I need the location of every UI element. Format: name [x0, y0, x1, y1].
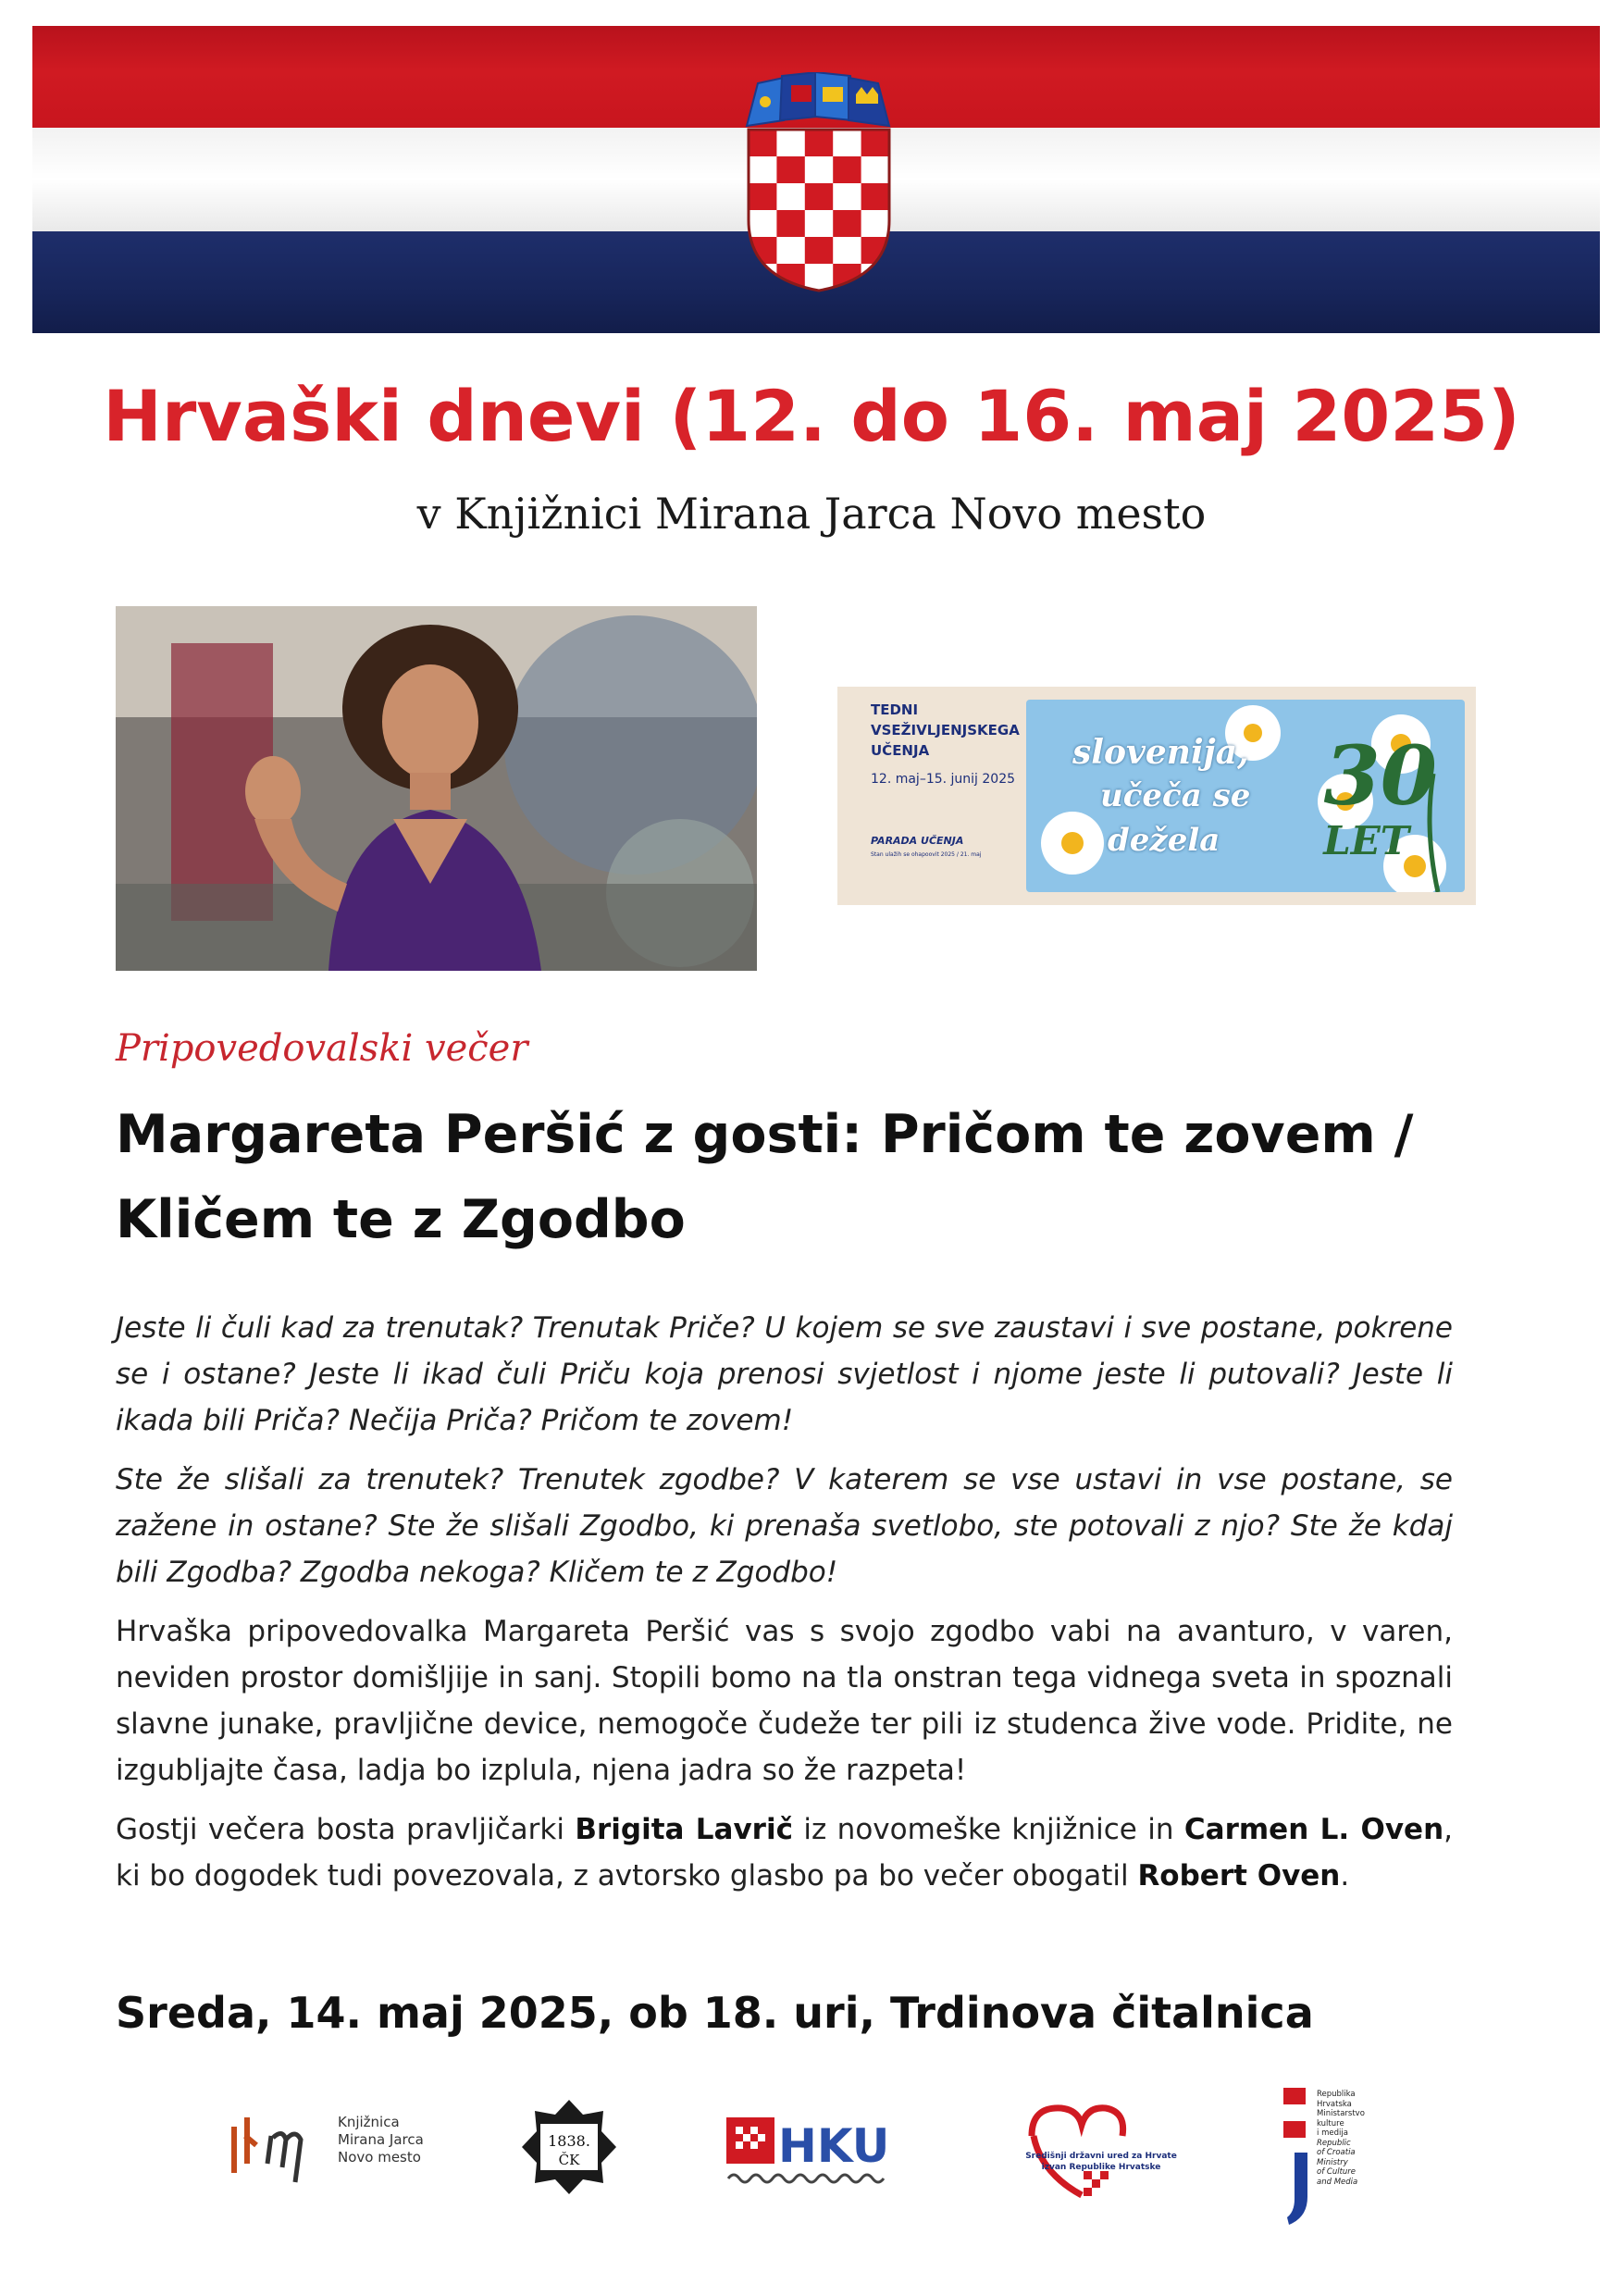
guest-name: Robert Oven — [1137, 1859, 1341, 1893]
description-guests: Gostji večera bosta pravljičarki Brigita Lavrič iz novomeške knjižnice in Carmen L. Oven, ki bo dogodek tudi povezovala, z avtorsko glasbo pa bo večer obogatil Robert Oven. — [116, 1813, 1454, 1893]
ministry-of-culture-logo — [1283, 2088, 1413, 2227]
hku-logo — [726, 2108, 893, 2191]
description-croatian: Jeste li čuli kad za trenutak? Trenutak Priče? U kojem se sve zaustavi i sve postane, pokrene se i ostane? Jeste li ikad čuli Priču koja prenosi svjetlost i njome jeste li putovali? Jeste li ikada bili Priča? Nečija Priča? Pričom te zovem! — [116, 1311, 1453, 1437]
svg-text:1838.: 1838. — [548, 2132, 590, 2150]
banner-heading: TEDNI VSEŽIVLJENJSKEGA UČENJA — [871, 701, 1020, 759]
banner-dates: 12. maj–15. junij 2025 — [871, 772, 1016, 787]
guest-name: Carmen L. Oven — [1183, 1813, 1444, 1846]
guest-name: Brigita Lavrič — [575, 1813, 793, 1846]
slogan-line-3: dežela — [1108, 822, 1220, 859]
ministry-mark-icon — [1283, 2088, 1320, 2227]
croatian-coat-of-arms-icon — [737, 72, 899, 294]
event-kicker: Pripovedovalski večer — [116, 1027, 528, 1070]
event-date-time-place: Sreda, 14. maj 2025, ob 18. uri, Trdinova čitalnica — [116, 1988, 1314, 2038]
heart-checker-icon — [1004, 2099, 1198, 2201]
hku-mark-icon — [726, 2108, 893, 2191]
library-mark-icon — [227, 2108, 328, 2191]
svg-text:ČK: ČK — [558, 2152, 580, 2168]
reading-room-logo — [518, 2096, 620, 2198]
svg-text:HKU: HKU — [778, 2119, 890, 2173]
banner-blue-panel — [1026, 700, 1465, 892]
state-office-croats-abroad-logo — [1004, 2099, 1198, 2201]
description-slovenian: Ste že slišali za trenutek? Trenutek zgodbe? V katerem se vse ustavi in vse postane, se zažene in ostane? Ste že slišali Zgodbo, ki prenaša svetlobo, ste potovali z njo? Ste že kdaj bili Zgodba? Zgodba nekoga? Kličem te z Zgodbo! — [116, 1463, 1453, 1589]
croatian-flag-banner — [32, 26, 1600, 333]
state-office-logo-text: Središnji državni ured za Hrvate izvan Republike Hrvatske — [1025, 2152, 1177, 2172]
event-description — [116, 1305, 1453, 1912]
slogan-line-2: učeča se — [1100, 777, 1251, 814]
banner-30: 30 — [1323, 727, 1437, 824]
slogan-line-1: slovenija, — [1072, 733, 1249, 772]
banner-parada-sub: Stan ulažih se ohapoovit 2025 / 21. maj — [871, 851, 982, 858]
library-logo-text: Knjižnica Mirana Jarca Novo mesto — [338, 2114, 424, 2166]
ministry-logo-text: Republika Hrvatska Ministarstvo kulture i medija Republic of Croatia Ministry of Culture and Media — [1317, 2090, 1365, 2187]
storyteller-photo — [116, 606, 757, 971]
event-headline: Margareta Peršić z gosti: Pričom te zovem / Kličem te z Zgodbo — [116, 1104, 1414, 1250]
page-subtitle: v Knjižnici Mirana Jarca Novo mesto — [416, 489, 1207, 539]
banner-let: LET — [1323, 818, 1409, 863]
description-main: Hrvaška pripovedovalka Margareta Peršić vas s svojo zgodbo vabi na avanturo, v varen, neviden prostor domišljije in sanj. Stopili bomo na tla onstran tega vidnega sveta in spoznali slavne junake, pravljične device, nemogoče čudeže ter pili iz studenca žive vode. Pridite, ne izgubljajte časa, ladja bo izplula, njena jadra so že razpeta! — [116, 1615, 1453, 1787]
lifelong-learning-banner — [837, 687, 1476, 905]
page-title: Hrvaški dnevi (12. do 16. maj 2025) — [103, 375, 1520, 457]
banner-parada: PARADA UČENJA — [871, 835, 964, 847]
library-logo — [227, 2108, 467, 2191]
reading-room-seal-icon — [518, 2096, 620, 2198]
